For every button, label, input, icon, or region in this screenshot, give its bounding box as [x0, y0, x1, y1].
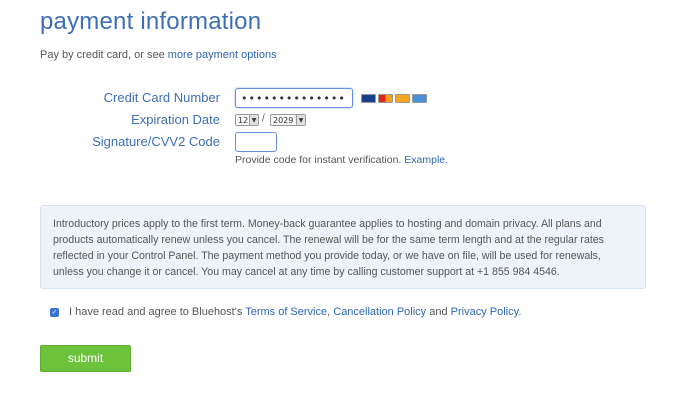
terms-of-service-link[interactable]: Terms of Service: [245, 306, 328, 318]
credit-card-input[interactable]: [235, 88, 353, 108]
discover-card-icon: [395, 94, 410, 103]
cancellation-policy-link[interactable]: Cancellation Policy: [333, 306, 427, 318]
privacy-policy-link[interactable]: Privacy Policy: [450, 306, 519, 318]
chevron-down-icon: ▼: [249, 115, 258, 125]
expiration-year-select[interactable]: [270, 114, 306, 126]
agreement-separator: and: [426, 306, 451, 318]
cvv-label: Signature/CVV2 Code: [92, 134, 220, 149]
agreement-prefix: I have read and agree to Bluehost's: [69, 306, 246, 318]
payment-subtitle: [40, 49, 277, 61]
submit-button[interactable]: submit: [40, 345, 131, 372]
credit-card-label: Credit Card Number: [103, 90, 220, 105]
visa-card-icon: [361, 94, 376, 103]
agree-checkbox[interactable]: ✓: [51, 308, 58, 316]
more-payment-options-link[interactable]: more payment options: [167, 49, 277, 61]
accepted-cards: [361, 94, 427, 103]
mastercard-icon: [378, 94, 393, 103]
chevron-down-icon: ▼: [296, 115, 305, 125]
expiration-month-select[interactable]: [235, 114, 259, 126]
terms-agreement: [50, 306, 521, 318]
agreement-text: [69, 306, 521, 318]
agreement-separator: ,: [327, 306, 334, 318]
agreement-suffix: .: [518, 306, 522, 318]
expiration-separator: /: [262, 113, 265, 124]
page-title: payment information: [40, 8, 262, 35]
amex-card-icon: [412, 94, 427, 103]
expiration-year-value: 2029: [273, 115, 294, 125]
expiration-month-value: 12: [238, 115, 249, 125]
subtitle-text: Pay by credit card, or see: [40, 49, 168, 61]
cvv-example-link[interactable]: Example.: [404, 154, 449, 166]
expiration-date-label: Expiration Date: [131, 112, 220, 127]
renewal-notice: Introductory prices apply to the first term. Money-back guarantee applies to hosting and domain privacy. All plans and products automatically renew unless you cancel. The renewal will be for the same term length and at the regular rates reflected in your Control Panel. The payment method you provide today, or we have on file, will be used for renewals, unless you change it or cancel. You may cancel at any time by calling customer support at +1 855 984 4546.: [40, 205, 646, 289]
cvv-help-text: [235, 154, 448, 166]
cvv-input[interactable]: [235, 132, 277, 152]
cvv-help-prefix: Provide code for instant verification.: [235, 154, 405, 166]
